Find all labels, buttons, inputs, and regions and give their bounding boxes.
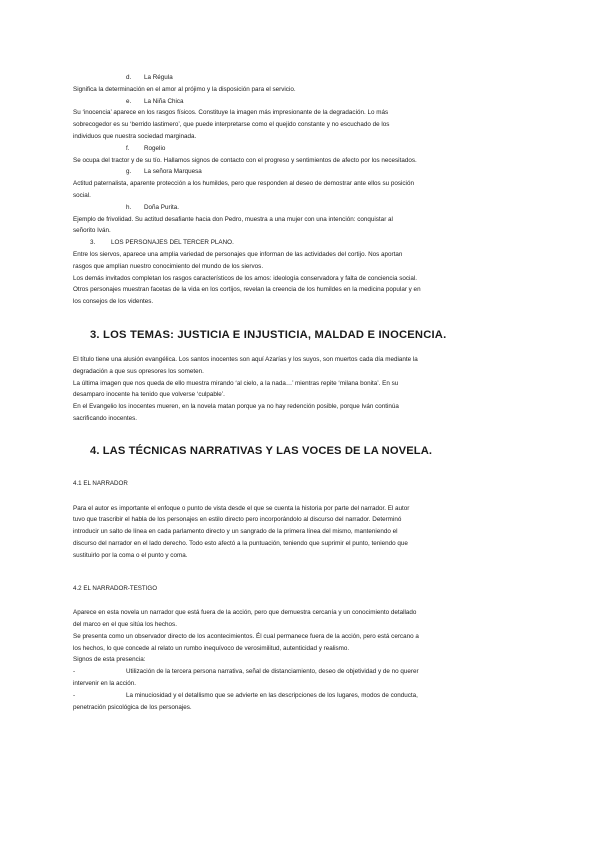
paragraph-line: discurso del narrador en el lado derecho. Todo esto afectó a la puntuación, teniendo que suprimir el punto, teniendo que <box>73 539 408 547</box>
character-name: Rogelio <box>144 144 166 152</box>
paragraph-line: los consejos de los videntes. <box>73 298 154 306</box>
paragraph-line: Los demás invitados completan los rasgos característicos de los amos: ideología conservadora y falta de conciencia social. <box>73 274 418 282</box>
character-heading-f <box>73 143 535 155</box>
paragraph-line: intervenir en la acción. <box>73 680 137 688</box>
paragraph-line: introducir un salto de línea en cada parlamento directo y un sangrado de la primera línea del mismo, manteniendo el <box>73 528 398 536</box>
bullet-item <box>73 690 535 702</box>
paragraph-line: tuvo que trascribir el habla de los personajes en estilo directo pero incorporándolo al discurso del narrador. Determinó <box>73 516 402 524</box>
list-letter: e. <box>126 97 132 105</box>
character-name: La Niña Chica <box>144 97 184 105</box>
bullet-dash: - <box>73 691 76 699</box>
paragraph-line: sobrecogedor es su ‘berrido lastimero’, que puede interpretarse como el quejido constante y no escuchado de los <box>73 121 390 129</box>
paragraph-line: del marco en el que sitúa los hechos. <box>73 621 177 629</box>
paragraph-line: Actitud paternalista, aparente protección a los humildes, pero que responden al deseo de demostrar ante ellos su posición <box>73 180 414 188</box>
paragraph-line: individuos que nuestra sociedad marginada. <box>73 132 197 140</box>
subsection-heading-witness-narrator: 4.2 EL NARRADOR-TESTIGO <box>73 584 158 592</box>
section-number: 3. <box>90 239 96 247</box>
spacer <box>73 562 535 583</box>
paragraph-line: señorito Iván. <box>73 227 111 235</box>
character-name: La señora Marquesa <box>144 168 202 176</box>
paragraph-line: Otros personajes muestran facetas de la vida en los cortijos, revelan la creencia de los humildes en la medicina popular y en <box>73 286 421 294</box>
paragraph-line: Signos de esta presencia: <box>73 656 146 664</box>
bullet-item <box>73 666 535 678</box>
list-letter: f. <box>126 144 130 152</box>
paragraph-line: Aparece en esta novela un narrador que está fuera de la acción, pero que demuestra cercanía y un conocimiento detallado <box>73 609 417 617</box>
character-heading-h <box>73 202 535 214</box>
section-heading-narrative-techniques: 4. LAS TÉCNICAS NARRATIVAS Y LAS VOCES DE LA NOVELA. <box>90 444 433 457</box>
paragraph: Significa la determinación en el amor al prójimo y la disposición para el servicio. <box>73 85 296 93</box>
paragraph: Se ocupa del tractor y de su tío. Hallamos signos de contacto con el progreso y sentimientos de afecto por los necesitados. <box>73 156 417 164</box>
section-heading-third-plane <box>73 237 535 249</box>
section-heading-themes: 3. LOS TEMAS: JUSTICIA E INJUSTICIA, MALDAD E INOCENCIA. <box>90 328 447 341</box>
subsection-heading-narrator: 4.1 EL NARRADOR <box>73 479 128 487</box>
paragraph-line: La última imagen que nos queda de ello muestra mirando ‘al cielo, a la nada…’ mientras repite ‘milana bonita’. En su <box>73 379 399 387</box>
paragraph-line: Se presenta como un observador directo de los acontecimientos. Él cual permanece fuera de la acción, pero está cercano a <box>73 632 419 640</box>
paragraph-line: Entre los siervos, aparece una amplia variedad de personajes que informan de las actividades del cortijo. Nos aportan <box>73 250 403 258</box>
bullet-dash: - <box>73 668 76 676</box>
character-name: La Régula <box>144 74 173 81</box>
paragraph-line: Ejemplo de frivolidad. Su actitud desafiante hacia don Pedro, muestra a una mujer con una intención: conquistar al <box>73 215 393 223</box>
paragraph-line: Su ‘inocencia’ aparece en los rasgos físicos. Constituye la imagen más impresionante de la degradación. Lo más <box>73 109 389 117</box>
paragraph-line: El título tiene una alusión evangélica. Los santos inocentes son aquí Azarías y los suyos, son muertos cada día mediante la <box>73 355 418 363</box>
paragraph-line: sustituirlo por la coma o el punto y coma. <box>73 551 188 559</box>
page-content <box>73 72 535 713</box>
paragraph-line: los hechos, lo que concede al relato un rumbo inequívoco de verosimilitud, autenticidad y realismo. <box>73 644 350 652</box>
paragraph-line: desamparo inocente ha tenido que volverse ‘culpable’. <box>73 391 225 399</box>
paragraph-line: Para el autor es importante el enfoque o punto de vista desde el que se cuenta la historia por parte del narrador. El autor <box>73 504 410 512</box>
paragraph-line: social. <box>73 191 91 199</box>
paragraph-line: sacrificando inocentes. <box>73 414 138 422</box>
paragraph-line: degradación a que sus opresores los someten. <box>73 367 204 375</box>
bullet-text: La minuciosidad y el detallismo que se advierte en las descripciones de los lugares, modos de conducta, <box>126 691 418 699</box>
list-letter: g. <box>126 168 132 176</box>
character-heading-e <box>73 96 535 108</box>
list-letter: d. <box>126 74 132 81</box>
character-heading-d <box>73 72 535 84</box>
bullet-text: Utilización de la tercera persona narrativa, señal de distanciamiento, deseo de objetividad y de no querer <box>126 668 419 676</box>
character-name: Doña Purita. <box>144 203 180 211</box>
list-letter: h. <box>126 203 132 211</box>
character-heading-g <box>73 166 535 178</box>
paragraph-line: penetración psicológica de los personajes. <box>73 703 192 711</box>
section-title: LOS PERSONAJES DEL TERCER PLANO. <box>111 239 234 247</box>
paragraph-line: En el Evangelio los inocentes mueren, en la novela matan porque ya no hay redención posible, porque Iván continúa <box>73 403 399 411</box>
paragraph-line: rasgos que amplían nuestro conocimiento del mundo de los siervos. <box>73 262 264 270</box>
